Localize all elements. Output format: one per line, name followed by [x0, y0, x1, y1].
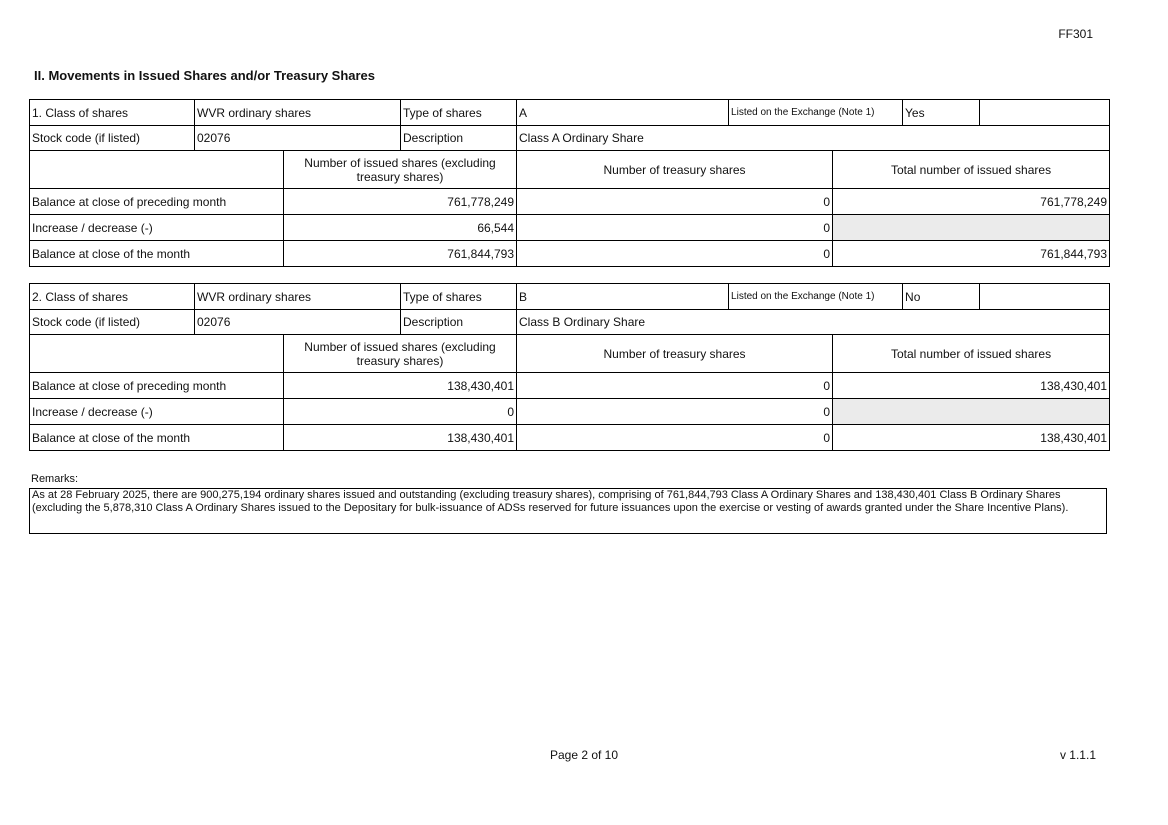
row-balance-preceding-label: Balance at close of preceding month — [30, 189, 284, 215]
empty-cell — [980, 100, 1110, 126]
class-of-shares-label: 2. Class of shares — [30, 284, 195, 310]
increase-treasury: 0 — [517, 215, 833, 241]
col-issued-header: Number of issued shares (excluding treasury shares) — [284, 151, 517, 189]
share-class-a-table — [29, 99, 1110, 267]
header-empty-cell — [30, 151, 284, 189]
description-value: Class B Ordinary Share — [517, 310, 1110, 335]
header-empty-cell — [30, 335, 284, 373]
col-treasury-header: Number of treasury shares — [517, 335, 833, 373]
description-value: Class A Ordinary Share — [517, 126, 1110, 151]
type-of-shares-value: A — [517, 100, 729, 126]
increase-issued: 0 — [284, 399, 517, 425]
row-increase-label: Increase / decrease (-) — [30, 215, 284, 241]
class-of-shares-label: 1. Class of shares — [30, 100, 195, 126]
row-balance-close-label: Balance at close of the month — [30, 241, 284, 267]
section-title: II. Movements in Issued Shares and/or Treasury Shares — [34, 68, 376, 83]
listed-on-exchange-value: No — [903, 284, 980, 310]
row-balance-preceding-label: Balance at close of preceding month — [30, 373, 284, 399]
version-label: v 1.1.1 — [1059, 748, 1096, 762]
col-treasury-header: Number of treasury shares — [517, 151, 833, 189]
listed-on-exchange-value: Yes — [903, 100, 980, 126]
increase-total-blank — [833, 399, 1110, 425]
col-total-header: Total number of issued shares — [833, 335, 1110, 373]
stock-code-value: 02076 — [195, 126, 401, 151]
balance-preceding-treasury: 0 — [517, 189, 833, 215]
listed-on-exchange-label: Listed on the Exchange (Note 1) — [729, 284, 903, 310]
page-number: Page 2 of 10 — [549, 748, 619, 762]
type-of-shares-label: Type of shares — [401, 100, 517, 126]
class-of-shares-value: WVR ordinary shares — [195, 100, 401, 126]
class-of-shares-value: WVR ordinary shares — [195, 284, 401, 310]
balance-preceding-issued: 138,430,401 — [284, 373, 517, 399]
type-of-shares-label: Type of shares — [401, 284, 517, 310]
remarks-label: Remarks: — [31, 473, 79, 485]
increase-treasury: 0 — [517, 399, 833, 425]
balance-preceding-issued: 761,778,249 — [284, 189, 517, 215]
listed-on-exchange-label: Listed on the Exchange (Note 1) — [729, 100, 903, 126]
balance-close-issued: 138,430,401 — [284, 425, 517, 451]
stock-code-label: Stock code (if listed) — [30, 310, 195, 335]
balance-preceding-treasury: 0 — [517, 373, 833, 399]
description-label: Description — [401, 126, 517, 151]
balance-close-issued: 761,844,793 — [284, 241, 517, 267]
balance-close-treasury: 0 — [517, 241, 833, 267]
col-issued-header: Number of issued shares (excluding treasury shares) — [284, 335, 517, 373]
stock-code-value: 02076 — [195, 310, 401, 335]
increase-total-blank — [833, 215, 1110, 241]
share-class-b-table — [29, 283, 1110, 451]
remarks-text: As at 28 February 2025, there are 900,275,194 ordinary shares issued and outstanding (excluding treasury shares), comprising of 761,844,793 Class A Ordinary Shares and 138,430,401 Class B Ordinary Shares (excluding the 5,878,310 Class A Ordinary Shares issued to the Depositary for bulk-issuance of ADSs reserved for future issuances upon the exercise or vesting of awards granted under the Share Incentive Plans). — [29, 488, 1107, 534]
balance-preceding-total: 138,430,401 — [833, 373, 1110, 399]
stock-code-label: Stock code (if listed) — [30, 126, 195, 151]
type-of-shares-value: B — [517, 284, 729, 310]
increase-issued: 66,544 — [284, 215, 517, 241]
form-code: FF301 — [1058, 27, 1093, 41]
row-balance-close-label: Balance at close of the month — [30, 425, 284, 451]
empty-cell — [980, 284, 1110, 310]
balance-close-total: 138,430,401 — [833, 425, 1110, 451]
balance-close-treasury: 0 — [517, 425, 833, 451]
balance-close-total: 761,844,793 — [833, 241, 1110, 267]
col-total-header: Total number of issued shares — [833, 151, 1110, 189]
balance-preceding-total: 761,778,249 — [833, 189, 1110, 215]
description-label: Description — [401, 310, 517, 335]
row-increase-label: Increase / decrease (-) — [30, 399, 284, 425]
